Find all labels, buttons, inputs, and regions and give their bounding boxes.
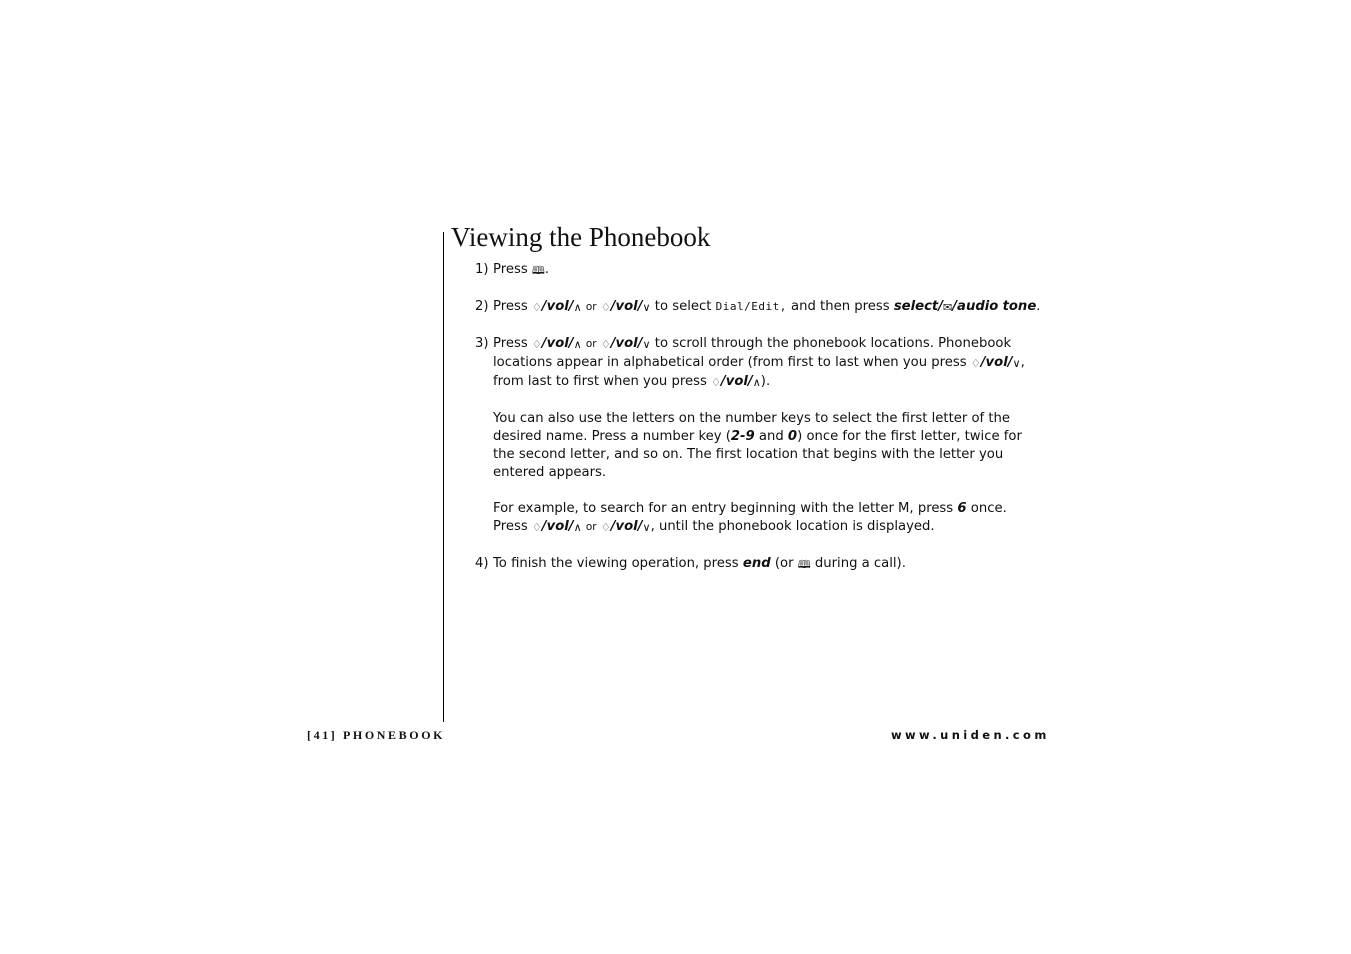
step-text: ). xyxy=(760,374,771,389)
or-text: or xyxy=(585,521,597,533)
vol-key: /vol/ xyxy=(541,519,574,534)
bell-icon: ♢ xyxy=(600,521,611,534)
end-key: end xyxy=(742,556,771,571)
step-text: Press xyxy=(493,299,528,314)
bell-icon: ♢ xyxy=(531,521,542,534)
step-number: 3) xyxy=(475,336,489,351)
arrow-up-icon: ∧ xyxy=(752,376,761,389)
key-label: 0 xyxy=(787,429,798,444)
phonebook-icon: 🕮 xyxy=(531,264,545,277)
step-text: to scroll through the phonebook locations. xyxy=(654,336,934,351)
bell-icon: ♢ xyxy=(600,338,611,351)
paragraph-letters xyxy=(493,410,1045,482)
vol-key: /vol/ xyxy=(980,355,1013,370)
vol-key: /vol/ xyxy=(610,336,643,351)
step-number: 1) xyxy=(475,262,489,277)
bell-icon: ♢ xyxy=(531,301,542,314)
step-2 xyxy=(475,298,1045,317)
para-text: once. xyxy=(970,501,1007,516)
step-text: Press xyxy=(493,262,528,277)
step-4 xyxy=(475,555,1045,574)
step-3 xyxy=(475,335,1045,392)
or-text: or xyxy=(585,301,597,313)
key-label: 6 xyxy=(957,501,967,516)
step-text: during a call). xyxy=(814,556,906,571)
bell-icon: ♢ xyxy=(970,357,981,370)
para-text: For example, to search for an entry beginning with the letter M, press xyxy=(493,501,954,516)
arrow-down-icon: ∨ xyxy=(1012,357,1021,370)
bell-icon: ♢ xyxy=(711,376,721,389)
select-key: select/ xyxy=(893,299,944,314)
step-number: 4) xyxy=(475,556,489,571)
bell-icon: ♢ xyxy=(531,338,542,351)
paragraph-example xyxy=(493,500,1045,537)
step-text: Press xyxy=(493,336,528,351)
or-text: or xyxy=(585,338,597,350)
phonebook-icon: 🕮 xyxy=(797,558,811,571)
arrow-up-icon: ∧ xyxy=(573,521,582,534)
step-text: to select xyxy=(654,299,712,314)
audio-key: /audio xyxy=(952,299,999,314)
bell-icon: ♢ xyxy=(600,301,611,314)
key-label: 2-9 xyxy=(730,429,755,444)
step-text: , from last to first when you press xyxy=(493,355,1025,389)
arrow-up-icon: ∧ xyxy=(573,301,582,314)
step-text: To finish the viewing operation, press xyxy=(493,556,739,571)
step-1 xyxy=(475,261,1045,280)
vol-key: /vol/ xyxy=(541,336,574,351)
arrow-down-icon: ∨ xyxy=(642,301,651,314)
tone-key: tone xyxy=(1002,299,1037,314)
step-text: . xyxy=(1036,299,1041,314)
para-text: ) once for the first letter, twice for the second letter, and so on. The first location that begins with the letter you entered appears. xyxy=(493,429,1022,480)
para-text: and xyxy=(758,429,784,444)
lcd-text: Dial/Edit, xyxy=(715,300,787,313)
vertical-rule xyxy=(443,232,444,722)
vol-key: /vol/ xyxy=(541,299,574,314)
arrow-down-icon: ∨ xyxy=(642,521,651,534)
vol-key: /vol/ xyxy=(720,374,753,389)
footer-page-section: [41] PHONEBOOK xyxy=(307,728,446,742)
arrow-down-icon: ∨ xyxy=(642,338,651,351)
para-text: Press xyxy=(493,519,528,534)
vol-key: /vol/ xyxy=(610,299,643,314)
step-number: 2) xyxy=(475,299,489,314)
footer-website: www.uniden.com xyxy=(891,728,1050,742)
page-title: Viewing the Phonebook xyxy=(451,222,711,252)
step-text: . xyxy=(544,262,550,277)
envelope-icon: ✉ xyxy=(943,301,953,314)
step-text: and then press xyxy=(791,299,890,314)
para-text: You can also use the letters on the number keys to select the first letter of the desired name. Press a number key ( xyxy=(493,411,1011,444)
step-text: press xyxy=(931,355,967,370)
para-text: , until the phonebook location is displayed. xyxy=(650,519,935,534)
step-text: Phonebook locations appear in alphabetical order (from first to last when you xyxy=(493,336,1012,370)
step-text: (or xyxy=(774,556,794,571)
arrow-up-icon: ∧ xyxy=(573,338,582,351)
vol-key: /vol/ xyxy=(610,519,643,534)
instructions xyxy=(475,261,1045,574)
